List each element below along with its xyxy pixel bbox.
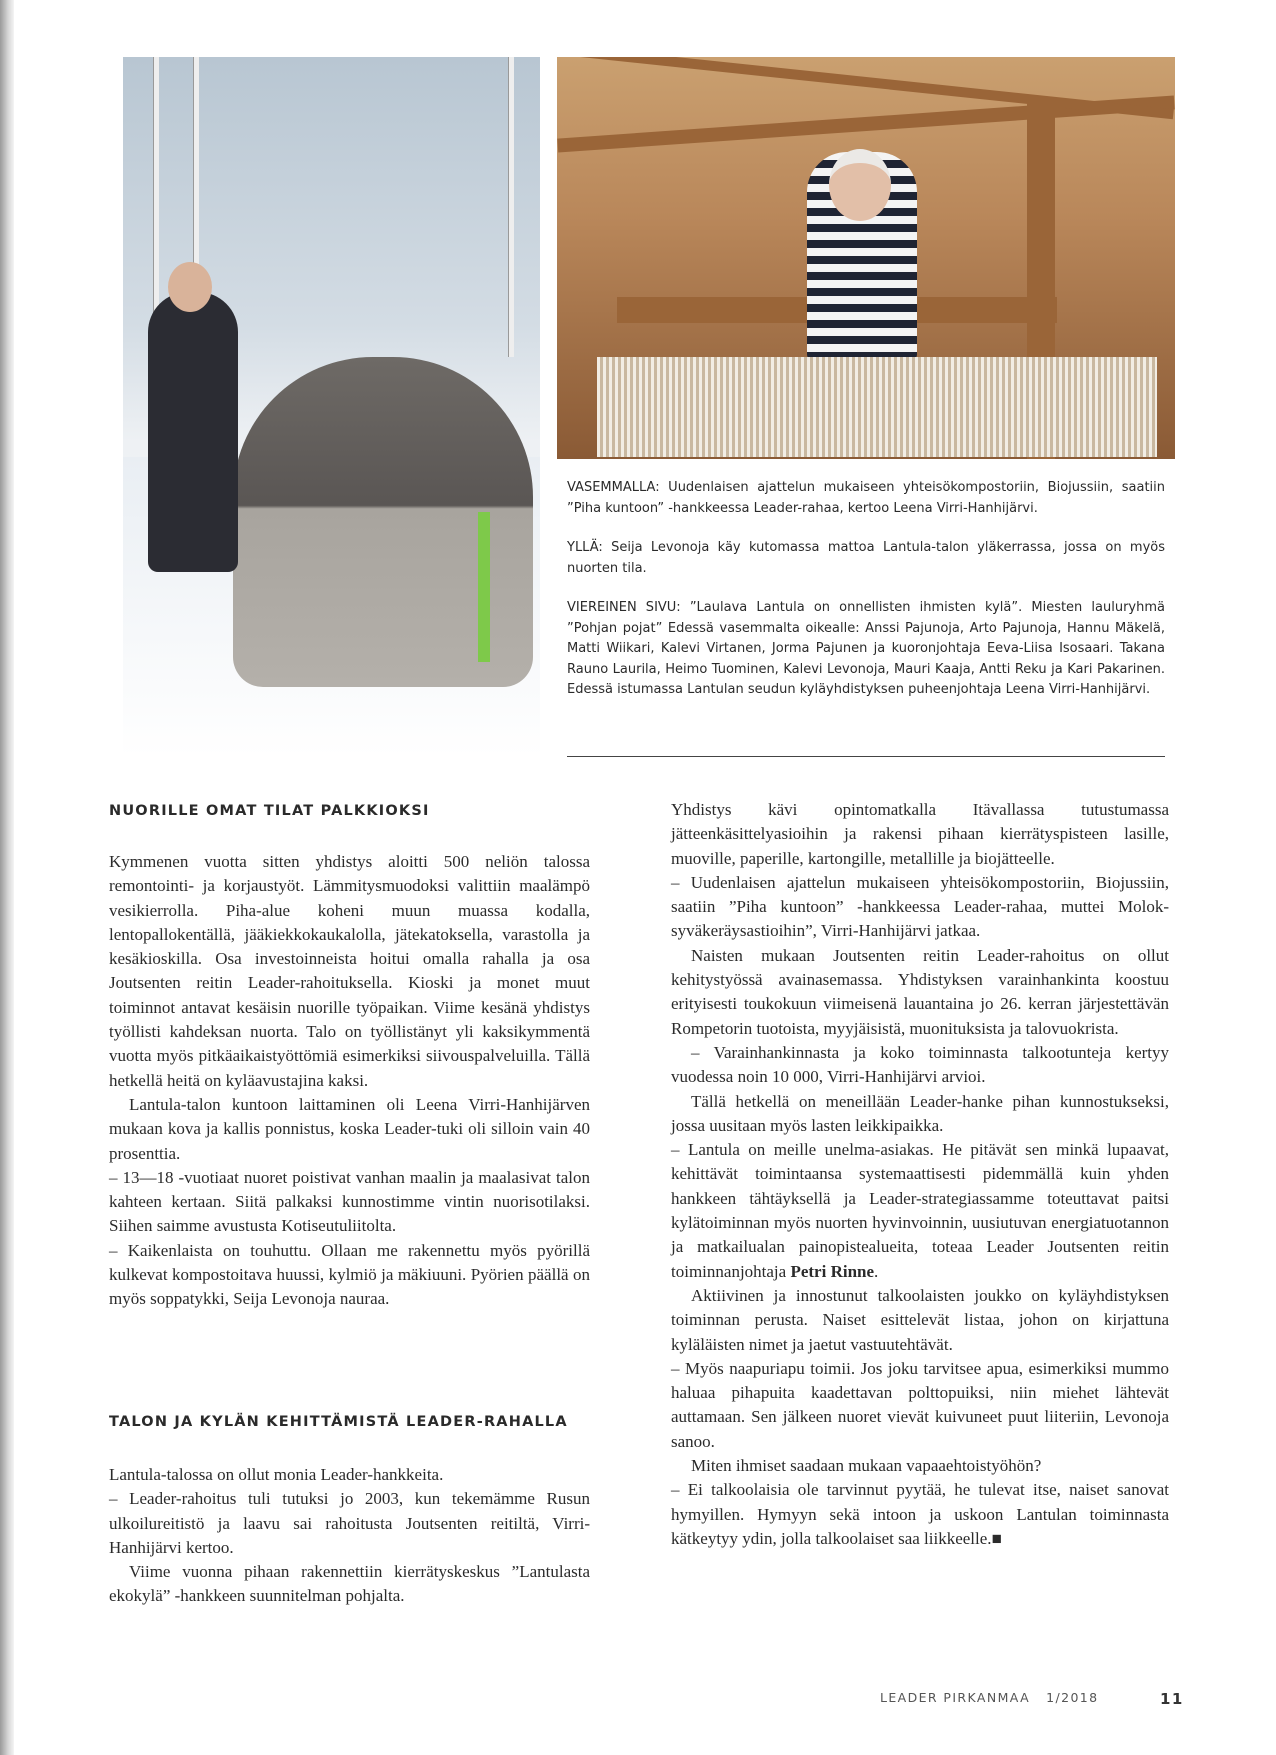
woman-head xyxy=(168,262,212,312)
paragraph: Kymmenen vuotta sitten yhdistys aloitti 500 neliön talossa remontointi- ja korjaustyöt. Lämmitysmuodoksi valittiin maalämpö vesikierrolla. Piha-alue koheni muun muassa kodalla, lentopallokentällä, jääkiekkokaukalolla, jätekatoksella, varastolla ja kesäkioskilla. Osa investoinneista hoitui omalla rahalla ja osa Joutsenten reitin Leader-rahoituksella. Kioski ja monet muut toiminnot antavat kesäisin nuorille työpaikan. Viime kesänä yhdistys työllisti kahdeksan nuorta. Talo on työllistänyt yli kaksikymmentä vuotta myös pitkäaikaistyöttömiä esimerkiksi siivouspalveluilla. Tällä hetkellä heitä on kyläavustajina kaksi. xyxy=(109,852,590,1090)
paragraph: – Leader-rahoitus tuli tutuksi jo 2003, kun tekemämme Rusun ulkoilureitistö ja laavu sai rahoitusta Joutsenten reitiltä, Virri-Hanhijärvi kertoo. xyxy=(109,1489,590,1557)
paragraph: Tällä hetkellä on meneillään Leader-hanke pihan kunnostukseksi, jossa uusitaan myös lasten leikkipaikka. xyxy=(671,1091,1169,1135)
quote-end: . xyxy=(874,1261,879,1281)
page-number: 11 xyxy=(1160,1690,1184,1708)
paragraph-final xyxy=(671,1478,1169,1551)
right-column-body xyxy=(671,798,1169,1551)
person-name: Petri Rinne xyxy=(790,1261,875,1281)
caption-left: VASEMMALLA: Uudenlaisen ajattelun mukaiseen yhteisökompostoriin, Biojussiin, saatiin ”Piha kuntoon” -hankkeessa Leader-rahaa, kertoo Leena Virri-Hanhijärvi. xyxy=(567,480,1165,516)
composter-stripe xyxy=(478,512,490,662)
photo-captions xyxy=(567,478,1165,720)
photo-loom xyxy=(557,57,1175,459)
footer-publication: LEADER PIRKANMAA 1/2018 xyxy=(880,1690,1099,1705)
paragraph: Viime vuonna pihaan rakennettiin kierrätyskeskus ”Lantulasta ekokylä” -hankkeen suunnitelman pohjalta. xyxy=(109,1562,590,1606)
birch-trunk xyxy=(508,57,514,357)
paragraph: Lantula-talon kuntoon laittaminen oli Leena Virri-Hanhijärven mukaan kova ja kallis ponnistus, koska Leader-tuki oli silloin vain 40 prosenttia. xyxy=(109,1094,590,1163)
paragraph-quote xyxy=(671,1138,1169,1284)
section-body-leader xyxy=(109,1463,590,1609)
weaver-head xyxy=(829,149,891,221)
section-heading-youth: NUORILLE OMAT TILAT PALKKIOKSI xyxy=(109,803,430,819)
caption-above: YLLÄ: Seija Levonoja käy kutomassa mattoa Lantula-talon yläkerrassa, jossa on myös nuorten tila. xyxy=(567,540,1165,576)
paragraph: Lantula-talossa on ollut monia Leader-hankkeita. xyxy=(109,1465,444,1484)
caption-opposite: VIEREINEN SIVU: ”Laulava Lantula on onnellisten ihmisten kylä”. Miesten lauluryhmä ”Pohjan pojat” Edessä vasemmalta oikealle: Anssi Pajunoja, Arto Pajunoja, Hannu Mäkelä, Matti Wiikari, Kalevi Virtanen, Jorma Pajunen ja kuoronjohtaja Eeva-Liisa Isosaari. Takana Rauno Laurila, Heimo Tuominen, Kalevi Levonoja, Mauri Kaaja, Antti Reku ja Kari Pakarinen. Edessä istumassa Lantulan seudun kyläyhdistyksen puheenjohtaja Leena Virri-Hanhijärvi. xyxy=(567,600,1165,697)
quote-text: – Lantula on meille unelma-asiakas. He pitävät sen minkä lupaavat, kehittävät toimintaansa systemaattisesti pidemmällä kuin yhden hankkeen tähtäyksellä ja Leader-strategiassamme toteuttavat paitsi kylätoiminnan myös nuorten hyvinvoinnin, uusiutuvan energiatuotannon ja matkailualan painopistealueita, toteaa Leader Joutsenten reitin toiminnanjohtaja xyxy=(671,1140,1169,1281)
paragraph: Yhdistys kävi opintomatkalla Itävallassa tutustumassa jätteenkäsittelyasioihin ja rakensi pihaan kierrätyspisteen lasille, muoville, paperille, kartongille, metallille ja biojätteelle. xyxy=(671,800,1169,868)
section-body-youth xyxy=(109,850,590,1312)
paragraph: – Kaikenlaista on touhuttu. Ollaan me rakennettu myös pyörillä kulkevat kompostoitava huussi, kylmiö ja mäkiuuni. Pyörien päällä on myös soppatykki, Seija Levonoja nauraa. xyxy=(109,1240,590,1309)
photo-composter xyxy=(123,57,540,757)
paragraph: – 13—18 -vuotiaat nuoret poistivat vanhan maalin ja maalasivat talon kahteen kertaan. Siitä palkaksi kunnostimme vintin nuorisotilaksi. Siihen saimme avustusta Kotiseutuliitolta. xyxy=(109,1167,590,1236)
paragraph: Aktiivinen ja innostunut talkoolaisten joukko on kyläyhdistyksen toiminnan perusta. Naiset esittelevät listaa, johon on kirjattuna kyläläisten nimet ja jaetut vastuutehtävät. xyxy=(671,1285,1169,1354)
final-text: – Ei talkoolaisia ole tarvinnut pyytää, he tulevat itse, naiset sanovat hymyillen. Hymyyn sekä intoon ja uskoon Lantulan toiminnasta kätkeytyy ydin, jolla talkoolaiset saa liikkeelle. xyxy=(671,1480,1169,1548)
paragraph: – Myös naapuriapu toimii. Jos joku tarvitsee apua, esimerkiksi mummo haluaa pihapuita kaadettavan polttopuiksi, niin miehet lähtevät auttamaan. Sen jälkeen nuoret vievät kuivuneet puut liiteriin, Levonoja sanoo. xyxy=(671,1358,1169,1451)
section-heading-leader: TALON JA KYLÄN KEHITTÄMISTÄ LEADER-RAHALLA xyxy=(109,1414,568,1430)
paragraph: Miten ihmiset saadaan mukaan vapaaehtoistyöhön? xyxy=(691,1456,1042,1476)
loom-warp-threads xyxy=(597,357,1157,457)
paragraph: Naisten mukaan Joutsenten reitin Leader-rahoitus on ollut kehitystyössä avainasemassa. Yhdistyksen varainhankinta koostuu erityisesti toukokuun viimeisenä lauantaina jo 26. kerran järjestettävän Rompetorin tuotoista, myyjäisistä, muonituksista ja talovuokrista. xyxy=(671,945,1169,1038)
page-binding xyxy=(0,0,14,1755)
caption-divider xyxy=(567,756,1165,757)
paragraph: – Uudenlaisen ajattelun mukaiseen yhteisökompostoriin, Biojussiin, saatiin ”Piha kuntoon” -hankkeessa Leader-rahaa, muttei Molok-syväkeräysastioihin”, Virri-Hanhijärvi jatkaa. xyxy=(671,872,1169,941)
woman-figure xyxy=(148,292,238,572)
end-mark: ■ xyxy=(991,1528,1002,1548)
paragraph: – Varainhankinnasta ja koko toiminnasta talkootunteja kertyy vuodessa noin 10 000, Virri-Hanhijärvi arvioi. xyxy=(671,1042,1169,1087)
